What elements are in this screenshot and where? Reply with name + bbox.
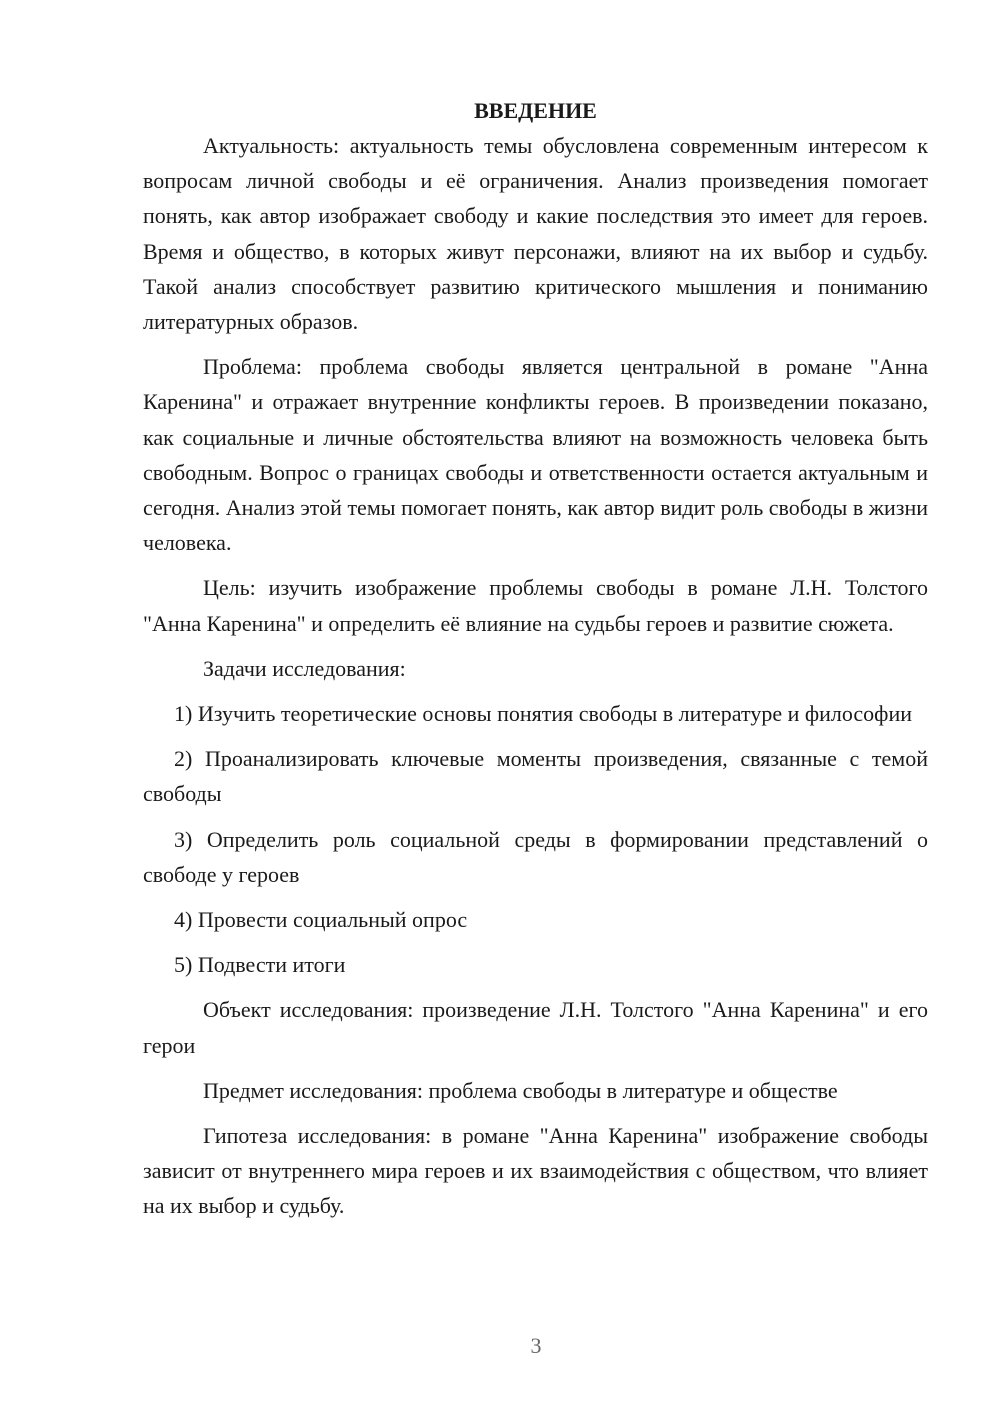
object-paragraph: Объект исследования: произведение Л.Н. Толстого "Анна Каренина" и его герои bbox=[143, 997, 928, 1058]
task-item: 2) Проанализировать ключевые моменты произведения, связанные с темой свободы bbox=[143, 746, 928, 807]
task-item: 1) Изучить теоретические основы понятия свободы в литературе и философии bbox=[174, 701, 912, 727]
page-number: 3 bbox=[530, 1333, 542, 1358]
task-item: 3) Определить роль социальной среды в формировании представлений о свободе у героев bbox=[143, 826, 928, 887]
task-item: 5) Подвести итоги bbox=[174, 952, 346, 978]
hypothesis-paragraph: Гипотеза исследования: в романе "Анна Каренина" изображение свободы зависит от внутреннего мира героев и их взаимодействия с обществом, что влияет на их выбор и судьбу. bbox=[143, 1123, 928, 1219]
section-title: ВВЕДЕНИЕ bbox=[474, 98, 597, 123]
tasks-heading: Задачи исследования: bbox=[203, 655, 406, 681]
task-item: 4) Провести социальный опрос bbox=[174, 907, 468, 933]
relevance-paragraph: Актуальность: актуальность темы обусловлена современным интересом к вопросам личной свободы и её ограничения. Анализ произведения помогает понять, как автор изображает свободу и какие последствия это имеет для героев. Время и общество, в которых живут персонажи, влияют на их выбор и судьбу. Такой анализ способствует развитию критического мышления и пониманию литературных образов. bbox=[143, 133, 928, 335]
problem-paragraph: Проблема: проблема свободы является центральной в романе "Анна Каренина" и отражает внутренние конфликты героев. В произведении показано, как социальные и личные обстоятельства влияют на возможность человека быть свободным. Вопрос о границах свободы и ответственности остается актуальным и сегодня. Анализ этой темы помогает понять, как автор видит роль свободы в жизни человека. bbox=[143, 354, 928, 556]
document-page bbox=[143, 96, 928, 1234]
subject-paragraph: Предмет исследования: проблема свободы в литературе и обществе bbox=[203, 1077, 838, 1103]
goal-paragraph: Цель: изучить изображение проблемы свободы в романе Л.Н. Толстого "Анна Каренина" и определить её влияние на судьбы героев и развитие сюжета. bbox=[143, 575, 928, 636]
